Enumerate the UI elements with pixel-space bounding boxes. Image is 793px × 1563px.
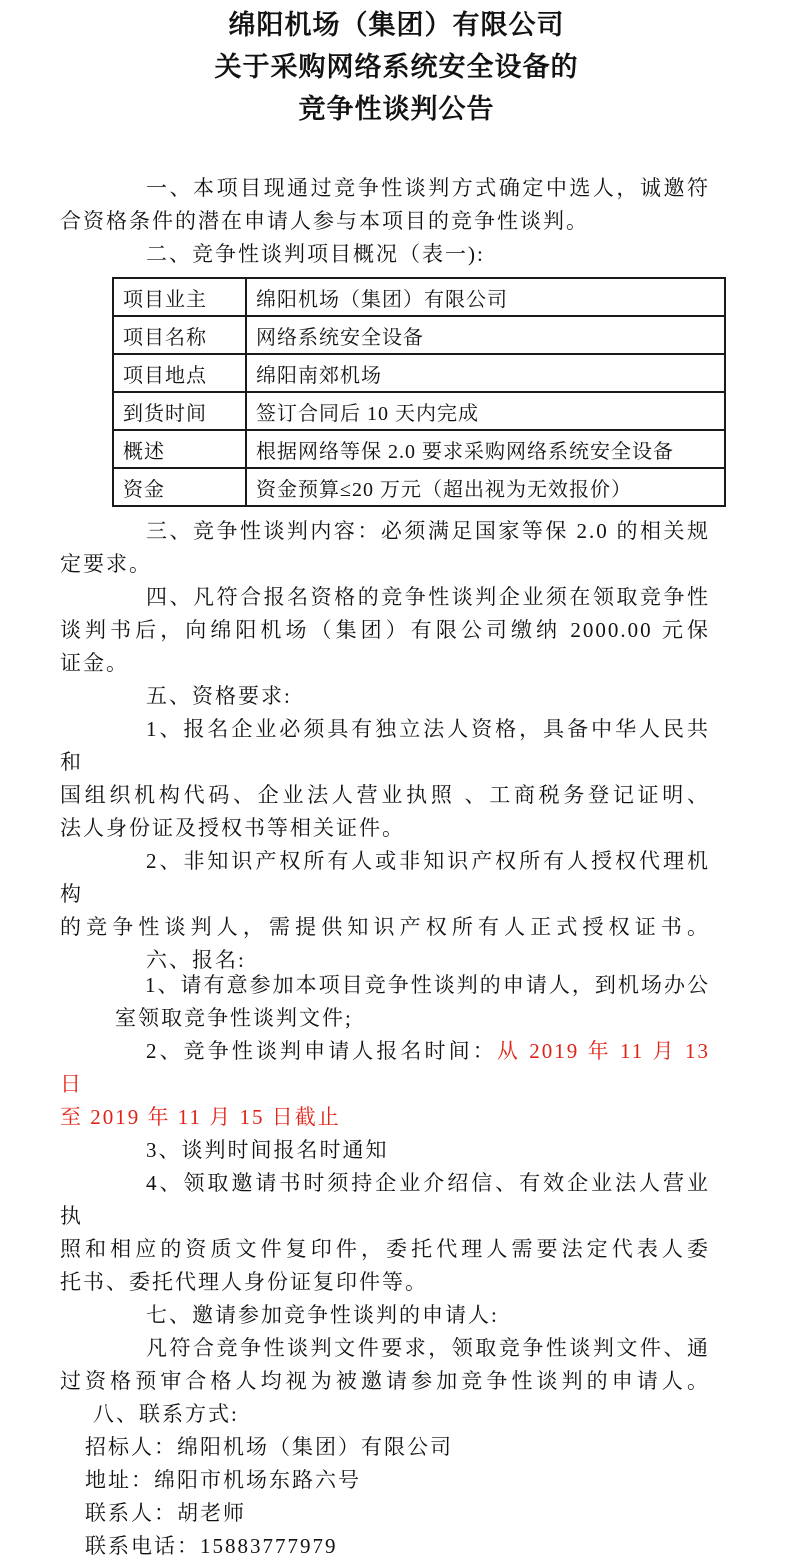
paragraph-line: 照和相应的资质文件复印件，委托代理人需要法定代表人委: [60, 1237, 710, 1261]
section-7-paragraph: [60, 1332, 710, 1398]
paragraph-line: 凡符合竞争性谈判文件要求，领取竞争性谈判文件、通: [146, 1336, 710, 1360]
title-line-3: 竞争性谈判公告: [298, 94, 495, 124]
table-row-value: 根据网络等保 2.0 要求采购网络系统安全设备: [246, 430, 725, 468]
table-row-value: 签订合同后 10 天内完成: [246, 392, 725, 430]
paragraph-line: 七、邀请参加竞争性谈判的申请人:: [146, 1303, 499, 1327]
paragraph-line: [60, 1035, 710, 1101]
paragraph-line: 托书、委托代理人身份证复印件等。: [60, 1270, 428, 1294]
title-line-2: 关于采购网络系统安全设备的: [214, 52, 579, 82]
contact-bidder: [60, 1431, 710, 1464]
table-row-label: 项目名称: [113, 316, 246, 354]
paragraph-line: 4、领取邀请书时须持企业介绍信、有效企业法人营业执: [60, 1171, 710, 1228]
paragraph-line: 2、非知识产权所有人或非知识产权所有人授权代理机构: [60, 849, 710, 906]
contact-line: 招标人：绵阳机场（集团）有限公司: [85, 1435, 453, 1459]
section-6-item-4: [60, 1167, 710, 1299]
paragraph-line: 室领取竞争性谈判文件;: [115, 1006, 353, 1030]
table-row-label: 项目地点: [113, 354, 246, 392]
registration-date-range-part-1: 从 2019 年 11 月 13 日: [60, 1039, 710, 1096]
paragraph-line: 六、报名:: [146, 948, 246, 972]
contact-line: 联系人：胡老师: [85, 1501, 246, 1525]
contact-address: [60, 1464, 710, 1497]
section-3-paragraph: [60, 515, 710, 581]
registration-time-label: 2、竞争性谈判申请人报名时间：: [146, 1039, 497, 1063]
paragraph-line: 合资格条件的潜在申请人参与本项目的竞争性谈判。: [60, 209, 589, 233]
section-6-item-1: [60, 969, 710, 1035]
section-2-heading: [60, 238, 710, 271]
paragraph-line: 证金。: [60, 651, 129, 675]
table-row-value: 绵阳南郊机场: [246, 354, 725, 392]
section-5-item-1: [60, 713, 710, 845]
project-overview-table: [112, 277, 726, 507]
table-row-value: 绵阳机场（集团）有限公司: [246, 278, 725, 316]
section-7-heading: [60, 1299, 710, 1332]
registration-date-range-part-2: 至 2019 年 11 月 15 日截止: [60, 1105, 341, 1129]
table-row: [113, 278, 725, 316]
paragraph-line: 四、凡符合报名资格的竞争性谈判企业须在领取竞争性: [146, 585, 710, 609]
table-row: [113, 468, 725, 506]
table-row-value: 资金预算≤20 万元（超出视为无效报价）: [246, 468, 725, 506]
paragraph-line: 1、报名企业必须具有独立法人资格，具备中华人民共和: [60, 717, 710, 774]
paragraph-line: 三、竞争性谈判内容：必须满足国家等保 2.0 的相关规: [146, 519, 710, 543]
table-row-label: 概述: [113, 430, 246, 468]
document-title: [60, 4, 733, 130]
contact-line: 地址：绵阳市机场东路六号: [85, 1468, 361, 1492]
table-row: [113, 316, 725, 354]
paragraph-line: 五、资格要求:: [146, 684, 292, 708]
table-row: [113, 392, 725, 430]
table-row-label: 资金: [113, 468, 246, 506]
paragraph-line: 的竞争性谈判人，需提供知识产权所有人正式授权证书。: [60, 915, 710, 939]
paragraph-line: 二、竞争性谈判项目概况（表一):: [146, 242, 485, 266]
contact-person: [60, 1497, 710, 1530]
paragraph-line: 八、联系方式:: [93, 1402, 239, 1426]
section-6-item-3: [60, 1134, 710, 1167]
table-row-label: 到货时间: [113, 392, 246, 430]
title-line-1: 绵阳机场（集团）有限公司: [228, 10, 565, 40]
paragraph-line: 谈判书后，向绵阳机场（集团）有限公司缴纳 2000.00 元保: [60, 618, 710, 642]
section-5-item-2: [60, 845, 710, 944]
paragraph-line: 1、请有意参加本项目竞争性谈判的申请人，到机场办公: [145, 973, 710, 997]
section-1-paragraph: [60, 172, 710, 238]
table-row-value: 网络系统安全设备: [246, 316, 725, 354]
contact-phone: [60, 1530, 710, 1563]
paragraph-line: 定要求。: [60, 552, 152, 576]
section-6-item-2: [60, 1035, 710, 1134]
paragraph-line: 一、本项目现通过竞争性谈判方式确定中选人，诚邀符: [146, 176, 710, 200]
table-row: [113, 354, 725, 392]
contact-line: 联系电话：15883777979: [85, 1534, 338, 1558]
table-row: [113, 430, 725, 468]
paragraph-line: 国组织机构代码、企业法人营业执照 、工商税务登记证明、: [60, 783, 710, 807]
paragraph-line: 法人身份证及授权书等相关证件。: [60, 816, 405, 840]
paragraph-line: 3、谈判时间报名时通知: [146, 1138, 389, 1162]
section-8-heading: [60, 1398, 710, 1431]
section-5-heading: [60, 680, 710, 713]
paragraph-line: 过资格预审合格人均视为被邀请参加竞争性谈判的申请人。: [60, 1369, 710, 1393]
table-row-label: 项目业主: [113, 278, 246, 316]
section-4-paragraph: [60, 581, 710, 680]
